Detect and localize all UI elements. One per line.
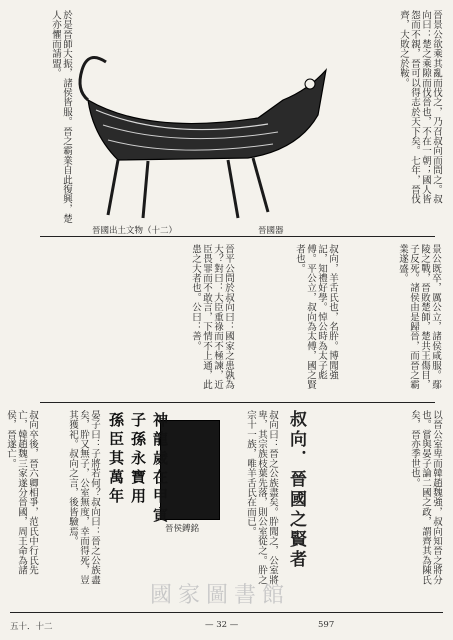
- text-block-bottom-left: 晏子曰：子將若何？叔向曰：晉之公族盡矣，肸又無子，公室無度，幸而得死，豈其獲祀。叔向之言，後皆驗焉。: [67, 410, 100, 585]
- page-number: — 32 —: [205, 620, 239, 630]
- text-block-top-right: 晉景公欲乘其亂而伐之，乃召叔向而問之。叔向曰：楚之乘隙而伐晉也，不在一朝；國人皆怨而不親，晉可以得志於天下矣。七年，晉伐齊，大敗之於鞍。: [398, 10, 442, 204]
- header-left-label: 五十．十二: [10, 622, 53, 632]
- seal-caption: 晉侯鎛銘: [165, 524, 200, 534]
- calligraphy-line-3: 孫臣其萬年: [107, 412, 125, 507]
- figure-caption-left: 晉國出土文物（十二）: [92, 226, 178, 236]
- text-block-middle-left: 晉平公問於叔向曰：國家之患孰為大？對曰：大臣重祿而不極諫，近臣畏罪而不敢言，下情不上通，此患之大者也。公曰：善。: [190, 244, 234, 390]
- library-watermark: 國家圖書館: [150, 583, 291, 608]
- calligraphy-line-2: 子孫永寶用: [129, 412, 147, 507]
- text-block-far-left: 叔向卒後，晉六卿相爭，范氏中行氏先亡，韓趙魏三家遂分晉國，周王命為諸侯，晉遂亡。: [5, 410, 38, 575]
- section-divider: [40, 236, 435, 237]
- section-divider: [40, 402, 435, 403]
- text-block-middle-center: 叔向，羊舌氏也，名肸。博聞強記，知禮好學。悼公時為太子彪傅。平公立，叔向為太傅，國之賢者也。: [294, 244, 338, 390]
- figure-caption-right: 晉國器: [258, 226, 284, 236]
- text-block-bottom-center: 叔向曰：晉之公族盡矣。肸聞之，公室將卑，其宗族枝葉先落，則公室從之。肸之宗十一族，唯羊舌氏在而已。: [245, 410, 278, 585]
- text-block-top-left: 於是晉師大振，諸侯皆服。晉之霸業自此復興，楚人亦懼而請盟。: [50, 10, 72, 224]
- text-block-bottom-right: 以晉公室卑而韓趙魏強，叔向知晉之將分也。嘗與晏子論二國之政，謂齊其為陳氏矣，晉亦季世也。: [409, 410, 442, 585]
- calligraphy-line-1: 神龍歲在甲寅: [151, 412, 169, 526]
- footer-rule: [10, 612, 443, 613]
- side-number: 597: [318, 620, 335, 630]
- text-block-middle-right: 景公既卒，厲公立，諸侯咸服。鄢陵之戰，晉敗楚師，楚共王傷目，子反死。諸侯由是歸晉，而晉之霸業遂盛。: [397, 244, 441, 390]
- chapter-title: 叔向．晉國之賢者: [286, 410, 306, 570]
